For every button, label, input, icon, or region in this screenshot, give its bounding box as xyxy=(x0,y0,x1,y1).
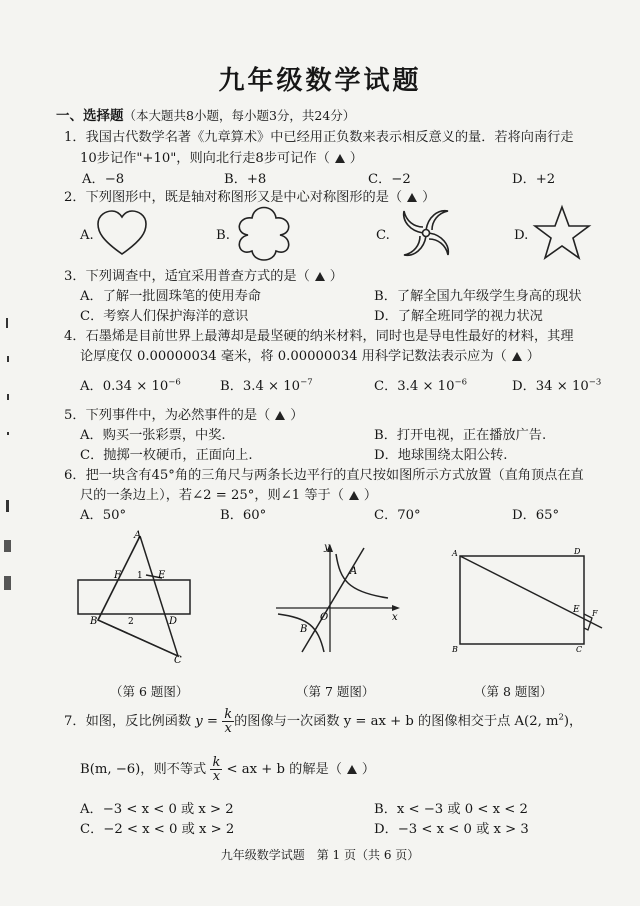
q4-option-c xyxy=(374,375,467,394)
q6-stem-text: 尺的一条边上），若∠2 = 25°，则∠1 等于（ xyxy=(80,488,344,503)
q3-option-a: A．了解一批圆珠笔的使用寿命 xyxy=(80,289,261,304)
fig6-label-f: F xyxy=(114,570,121,581)
q6-option-d: D．65° xyxy=(512,508,560,523)
q1-stem-close: ） xyxy=(349,151,363,166)
fig8-caption: （第 8 题图） xyxy=(474,684,553,699)
q7-frac2-num: k xyxy=(212,755,221,770)
fig6-ruler xyxy=(78,580,190,614)
margin-mark xyxy=(7,394,9,400)
q7-frac-num: k xyxy=(224,707,233,722)
fig6-label-e: E xyxy=(158,570,166,581)
q4-option-b xyxy=(220,375,313,394)
q7-frac2-den: x xyxy=(212,769,221,784)
fig8-label-a: A xyxy=(452,549,458,558)
q6-stem-line1: 6．把一块含有45°角的三角尺与两条长边平行的直尺按如图所示方式放置（直角顶点在直 xyxy=(64,468,584,483)
answer-triangle-icon xyxy=(347,765,357,774)
fig6-label-1: 1 xyxy=(137,571,143,581)
q7-option-c: C．−2 < x < 0 或 x > 2 xyxy=(80,822,235,837)
fig7-label-a: A xyxy=(350,566,358,577)
q7-line2-post: < ax + b 的解是（ xyxy=(226,762,342,777)
q1-stem-line1: 1．我国古代数学名著《九章算术》中已经用正负数来表示相反意义的量．若将向南行走 xyxy=(64,130,574,145)
q7-prefix: 7．如图，反比例函数 xyxy=(64,714,196,729)
answer-triangle-icon xyxy=(349,491,359,500)
heart-shape-icon xyxy=(96,208,148,258)
fig8-label-f: F xyxy=(592,609,598,618)
q4-stem-close: ） xyxy=(526,349,540,364)
fig6-label-2: 2 xyxy=(128,617,134,627)
q7-y-eq: y = xyxy=(195,714,218,729)
margin-mark xyxy=(4,576,11,590)
figure-7-function-graph xyxy=(268,540,408,660)
fig8-label-d: D xyxy=(574,547,581,556)
q1-option-d: D．+2 xyxy=(512,172,556,187)
q6-option-a: A．50° xyxy=(80,508,127,523)
q3-option-c: C．考察人们保护海洋的意识 xyxy=(80,309,249,324)
q1-option-a: A．−8 xyxy=(82,172,125,187)
page-footer: 九年级数学试题 第 1 页（共 6 页） xyxy=(220,848,420,862)
q6-stem-line2 xyxy=(80,484,377,503)
fig8-label-b: B xyxy=(452,645,458,654)
fig8-diagonal xyxy=(460,556,602,628)
margin-mark xyxy=(7,356,9,362)
q6-stem-close: ） xyxy=(363,488,378,503)
answer-triangle-icon xyxy=(315,272,325,281)
q4-option-d-exponent: −3 xyxy=(588,377,602,388)
fig7-caption: （第 7 题图） xyxy=(296,684,375,699)
page-title: 九年级数学试题 xyxy=(218,66,422,96)
q2-stem xyxy=(64,186,435,205)
q4-option-c-exponent: −6 xyxy=(454,377,467,388)
answer-triangle-icon xyxy=(512,352,522,361)
q1-stem-line2 xyxy=(80,147,363,166)
q5-option-c: C．抛掷一枚硬币，正面向上. xyxy=(80,448,253,463)
q7-close: )， xyxy=(563,714,583,729)
fig6-label-c: C xyxy=(174,655,182,666)
q2-option-a: A. xyxy=(80,228,94,243)
fig6-label-a: A xyxy=(134,530,142,541)
q4-option-a xyxy=(80,375,181,394)
q7-line2-close: ） xyxy=(361,762,376,777)
fig7-label-x: x xyxy=(392,612,398,623)
answer-triangle-icon xyxy=(275,411,285,420)
q5-option-d: D．地球围绕太阳公转. xyxy=(374,448,508,463)
q1-option-c: C．−2 xyxy=(368,172,411,187)
margin-mark xyxy=(6,500,9,512)
q3-option-b: B．了解全国九年级学生身高的现状 xyxy=(374,289,582,304)
answer-triangle-icon xyxy=(335,154,345,163)
q4-option-b-base: B．3.4 × 10 xyxy=(220,379,301,394)
fig6-caption: （第 6 题图） xyxy=(110,684,189,699)
q1-option-b: B．+8 xyxy=(224,172,267,187)
q6-option-b: B．60° xyxy=(220,508,267,523)
q5-stem-close: ） xyxy=(290,408,304,423)
fig8-label-c: C xyxy=(576,645,583,654)
figure-8-rectangle-fold xyxy=(448,546,608,656)
q4-option-a-base: A．0.34 × 10 xyxy=(80,379,169,394)
answer-triangle-icon xyxy=(407,193,417,202)
fig7-line xyxy=(302,548,364,652)
q7-option-a: A．−3 < x < 0 或 x > 2 xyxy=(80,802,234,817)
q7-mid: 的图像与一次函数 y = ax + b 的图像相交于点 A(2, m xyxy=(234,714,559,729)
q4-option-c-base: C．3.4 × 10 xyxy=(374,379,455,394)
q7-option-b: B．x < −3 或 0 < x < 2 xyxy=(374,802,528,817)
fig7-label-y: y xyxy=(324,542,330,553)
section-label: 一、选择题 xyxy=(56,108,124,124)
q7-fraction-k-over-x-2 xyxy=(210,756,222,783)
fig7-label-o: O xyxy=(320,612,329,623)
margin-mark xyxy=(6,318,8,328)
q5-option-a: A．购买一张彩票，中奖. xyxy=(80,428,226,443)
section-note: （本大题共8小题，每小题3分，共24分） xyxy=(123,108,356,123)
q5-stem xyxy=(64,404,303,423)
q7-frac-den: x xyxy=(224,721,232,736)
q4-stem-line2 xyxy=(80,345,540,364)
fig7-label-b: B xyxy=(300,624,308,635)
q3-option-d: D．了解全班同学的视力状况 xyxy=(374,309,543,324)
margin-mark xyxy=(4,540,11,552)
q2-stem-text: 2．下列图形中，既是轴对称图形又是中心对称图形的是（ xyxy=(64,190,403,205)
fig7-hyperbola-branch-1 xyxy=(336,554,388,598)
q4-stem-text: 论厚度仅 0.00000034 毫米，将 0.00000034 用科学记数法表示应为（ xyxy=(80,349,507,364)
fig6-label-d: D xyxy=(169,616,178,627)
q5-stem-text: 5．下列事件中，为必然事件的是（ xyxy=(64,408,271,423)
figure-6-ruler-triangle xyxy=(70,528,200,668)
q7-stem-line1 xyxy=(64,708,582,735)
five-point-star-icon xyxy=(532,204,592,262)
q3-stem-text: 3．下列调查中，适宜采用普查方式的是（ xyxy=(64,269,310,284)
fig6-label-b: B xyxy=(90,616,98,627)
q7-line2-pre: B(m, −6)，则不等式 xyxy=(80,762,207,777)
fig8-rectangle xyxy=(460,556,584,644)
margin-mark xyxy=(7,432,9,435)
section-heading xyxy=(56,104,355,124)
q2-option-c: C. xyxy=(376,228,390,243)
q7-fraction-k-over-x xyxy=(222,708,234,735)
q4-option-a-exponent: −6 xyxy=(168,377,181,388)
q6-option-c: C．70° xyxy=(374,508,421,523)
pinwheel-shape-icon xyxy=(394,204,458,262)
q1-stem-text: 10步记作"+10"，则向北行走8步可记作（ xyxy=(80,151,330,166)
q4-option-b-exponent: −7 xyxy=(300,377,313,388)
q2-option-b: B. xyxy=(216,228,230,243)
q4-option-d-base: D．34 × 10 xyxy=(512,379,589,394)
q4-option-d xyxy=(512,375,601,394)
q7-stem-line2 xyxy=(80,756,375,783)
four-leaf-clover-icon xyxy=(234,205,294,261)
q3-stem-close: ） xyxy=(329,269,343,284)
q3-stem xyxy=(64,265,343,284)
q7-sq: 2 xyxy=(558,712,564,723)
q2-stem-close: ） xyxy=(422,190,436,205)
q4-stem-line1: 4．石墨烯是目前世界上最薄却是最坚硬的纳米材料，同时也是导电性最好的材料，其理 xyxy=(64,329,574,344)
q7-option-d: D．−3 < x < 0 或 x > 3 xyxy=(374,822,529,837)
q2-option-d: D. xyxy=(514,228,529,243)
q5-option-b: B．打开电视，正在播放广告. xyxy=(374,428,547,443)
fig8-label-e: E xyxy=(573,605,580,615)
